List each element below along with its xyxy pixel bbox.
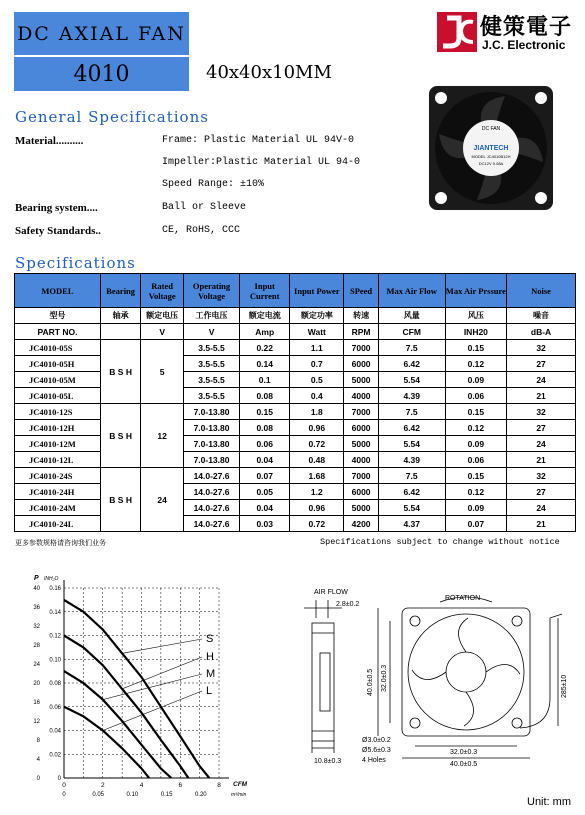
column-header: Noise bbox=[507, 274, 576, 308]
general-spec-value: Ball or Sleeve bbox=[162, 202, 247, 213]
rated-voltage-cell: 24 bbox=[141, 468, 184, 532]
speed-cell: 7000 bbox=[344, 340, 378, 356]
noise-cell: 21 bbox=[507, 452, 576, 468]
jc-logo-icon bbox=[437, 12, 477, 52]
x-tick-cfm: 6 bbox=[178, 782, 183, 789]
input-power-cell: 0.5 bbox=[290, 372, 344, 388]
product-type-title: DC AXIAL FAN bbox=[14, 12, 189, 57]
model-cell: JC4010-05L bbox=[15, 388, 101, 404]
air-flow-cell: 4.39 bbox=[378, 388, 445, 404]
x-axis-label: CFM bbox=[233, 781, 248, 788]
x-tick-m3: 0.10 bbox=[126, 792, 139, 798]
input-current-cell: 0.08 bbox=[240, 420, 290, 436]
operating-voltage-cell: 14.0-27.6 bbox=[183, 484, 239, 500]
series-label-S: S bbox=[206, 633, 214, 645]
input-power-cell: 0.48 bbox=[290, 452, 344, 468]
dim-40-v: 40.0±0.5 bbox=[367, 668, 374, 696]
model-cell: JC4010-12S bbox=[15, 404, 101, 420]
table-row bbox=[15, 388, 576, 404]
fan-label-brand: JIANTECH bbox=[473, 145, 509, 152]
brand-chinese: 健策電子 bbox=[480, 15, 573, 40]
air-pressure-cell: 0.12 bbox=[445, 420, 506, 436]
model-cell: JC4010-24H bbox=[15, 484, 101, 500]
unit-cell: V bbox=[141, 324, 184, 340]
table-row bbox=[15, 484, 576, 500]
input-current-cell: 0.04 bbox=[240, 452, 290, 468]
air-pressure-cell: 0.09 bbox=[445, 436, 506, 452]
air-pressure-cell: 0.09 bbox=[445, 372, 506, 388]
general-spec-value: Impeller:Plastic Material UL 94-0 bbox=[162, 157, 361, 168]
column-header: Max Air Flow bbox=[378, 274, 445, 308]
column-header: Operating Voltage bbox=[183, 274, 239, 308]
noise-cell: 32 bbox=[507, 468, 576, 484]
speed-cell: 4000 bbox=[344, 388, 378, 404]
y-tick-inh2o: 0 bbox=[57, 776, 61, 782]
general-spec-label: Bearing system.... bbox=[15, 202, 98, 214]
air-pressure-cell: 0.06 bbox=[445, 388, 506, 404]
input-current-cell: 0.22 bbox=[240, 340, 290, 356]
air-flow-cell: 6.42 bbox=[378, 356, 445, 372]
input-current-cell: 0.15 bbox=[240, 404, 290, 420]
noise-cell: 27 bbox=[507, 484, 576, 500]
input-power-cell: 0.7 bbox=[290, 356, 344, 372]
air-pressure-cell: 0.12 bbox=[445, 356, 506, 372]
input-current-cell: 0.08 bbox=[240, 388, 290, 404]
air-flow-cell: 5.54 bbox=[378, 372, 445, 388]
unit-cell: INH20 bbox=[445, 324, 506, 340]
operating-voltage-cell: 7.0-13.80 bbox=[183, 436, 239, 452]
air-pressure-cell: 0.09 bbox=[445, 500, 506, 516]
bearing-cell: B S H bbox=[100, 468, 141, 532]
table-row bbox=[15, 356, 576, 372]
operating-voltage-cell: 7.0-13.80 bbox=[183, 420, 239, 436]
column-header-cn: 转速 bbox=[344, 308, 378, 324]
speed-cell: 6000 bbox=[344, 356, 378, 372]
column-header-cn: 风压 bbox=[445, 308, 506, 324]
dim-40-h: 40.0±0.5 bbox=[450, 761, 478, 768]
y-tick-pa: 20 bbox=[33, 681, 40, 687]
table-row bbox=[15, 340, 576, 356]
x-tick-cfm: 2 bbox=[100, 782, 105, 789]
air-flow-cell: 7.5 bbox=[378, 468, 445, 484]
operating-voltage-cell: 14.0-27.6 bbox=[183, 500, 239, 516]
y-tick-pa: 8 bbox=[36, 738, 40, 744]
model-cell: JC4010-12H bbox=[15, 420, 101, 436]
dim-32-h: 32.0±0.3 bbox=[450, 749, 478, 756]
air-pressure-cell: 0.06 bbox=[445, 452, 506, 468]
noise-cell: 21 bbox=[507, 516, 576, 532]
air-flow-cell: 7.5 bbox=[378, 340, 445, 356]
column-header-cn: 工作电压 bbox=[183, 308, 239, 324]
air-pressure-cell: 0.15 bbox=[445, 404, 506, 420]
operating-voltage-cell: 7.0-13.80 bbox=[183, 452, 239, 468]
table-row bbox=[15, 516, 576, 532]
table-row bbox=[15, 500, 576, 516]
operating-voltage-cell: 14.0-27.6 bbox=[183, 516, 239, 532]
unit-label: Unit: mm bbox=[527, 796, 571, 808]
series-label-L: L bbox=[206, 685, 213, 697]
model-cell: JC4010-24S bbox=[15, 468, 101, 484]
column-header: MODEL bbox=[15, 274, 101, 308]
input-power-cell: 0.4 bbox=[290, 388, 344, 404]
fan-label-rating: DC12V 0.08A bbox=[478, 161, 504, 166]
input-current-cell: 0.07 bbox=[240, 468, 290, 484]
model-cell: JC4010-12M bbox=[15, 436, 101, 452]
noise-cell: 32 bbox=[507, 340, 576, 356]
column-header-cn: 额定电流 bbox=[240, 308, 290, 324]
table-row bbox=[15, 436, 576, 452]
noise-cell: 27 bbox=[507, 420, 576, 436]
unit-cell: Watt bbox=[290, 324, 344, 340]
bearing-cell: B S H bbox=[100, 340, 141, 404]
general-spec-label: Safety Standards.. bbox=[15, 225, 101, 237]
air-pressure-cell: 0.15 bbox=[445, 468, 506, 484]
noise-cell: 32 bbox=[507, 404, 576, 420]
table-row bbox=[15, 452, 576, 468]
input-power-cell: 0.96 bbox=[290, 420, 344, 436]
model-cell: JC4010-05M bbox=[15, 372, 101, 388]
unit-cell: V bbox=[183, 324, 239, 340]
y-tick-inh2o: 0.04 bbox=[49, 728, 61, 735]
air-flow-cell: 4.39 bbox=[378, 452, 445, 468]
speed-cell: 6000 bbox=[344, 484, 378, 500]
y-tick-pa: 16 bbox=[33, 700, 40, 706]
input-current-cell: 0.03 bbox=[240, 516, 290, 532]
series-leader-S bbox=[122, 639, 202, 653]
model-cell: JC4010-12L bbox=[15, 452, 101, 468]
column-header: Input Power bbox=[290, 274, 344, 308]
operating-voltage-cell: 3.5-5.5 bbox=[183, 340, 239, 356]
dim-2-8: 2.8±0.2 bbox=[336, 601, 360, 608]
column-header: Max Air Prssure bbox=[445, 274, 506, 308]
column-header: Bearing bbox=[100, 274, 141, 308]
mechanical-drawing bbox=[300, 578, 580, 793]
series-leader-M bbox=[103, 674, 202, 700]
air-flow-cell: 6.42 bbox=[378, 484, 445, 500]
column-header-cn: 噪音 bbox=[507, 308, 576, 324]
model-cell: JC4010-05S bbox=[15, 340, 101, 356]
air-flow-cell: 5.54 bbox=[378, 500, 445, 516]
y-tick-inh2o: 0.06 bbox=[49, 704, 61, 711]
column-header-cn: 额定功率 bbox=[290, 308, 344, 324]
input-power-cell: 0.72 bbox=[290, 516, 344, 532]
y-tick-inh2o: 0.08 bbox=[49, 681, 61, 687]
y-tick-inh2o: 0.14 bbox=[49, 609, 61, 616]
general-spec-value: CE, RoHS, CCC bbox=[162, 225, 241, 236]
noise-cell: 27 bbox=[507, 356, 576, 372]
noise-cell: 24 bbox=[507, 500, 576, 516]
holes-label: 4 Holes bbox=[362, 757, 386, 764]
x-tick-m3: 0.15 bbox=[160, 792, 173, 798]
dim-32-v: 32.0±0.3 bbox=[381, 664, 388, 692]
model-size-title: 4010 bbox=[73, 61, 130, 87]
unit-cell: CFM bbox=[378, 324, 445, 340]
unit-cell: PART NO. bbox=[15, 324, 101, 340]
x-tick-m3: 0.05 bbox=[92, 792, 105, 798]
input-power-cell: 1.8 bbox=[290, 404, 344, 420]
air-flow-cell: 6.42 bbox=[378, 420, 445, 436]
x-tick-m3: 0 bbox=[62, 792, 66, 798]
dim-hole-5-6: Ø5.6±0.3 bbox=[362, 747, 391, 754]
column-header: Input Current bbox=[240, 274, 290, 308]
y-tick-inh2o: 0.12 bbox=[49, 633, 61, 640]
y-tick-pa: 32 bbox=[33, 624, 40, 630]
series-label-M: M bbox=[206, 668, 216, 680]
y-tick-pa: 36 bbox=[33, 605, 40, 611]
input-power-cell: 1.1 bbox=[290, 340, 344, 356]
y-tick-pa: 0 bbox=[36, 776, 40, 782]
series-line-S bbox=[64, 600, 209, 778]
table-row bbox=[15, 420, 576, 436]
speed-cell: 5000 bbox=[344, 500, 378, 516]
column-header: SPeed bbox=[344, 274, 378, 308]
table-row bbox=[15, 372, 576, 388]
dimensions-text: 40x40x10MM bbox=[206, 62, 332, 83]
brand-english: J.C. Electronic bbox=[482, 38, 566, 52]
noise-cell: 21 bbox=[507, 388, 576, 404]
y-tick-pa: 24 bbox=[33, 662, 40, 668]
general-spec-value: Speed Range: ±10% bbox=[162, 179, 265, 190]
operating-voltage-cell: 14.0-27.6 bbox=[183, 468, 239, 484]
operating-voltage-cell: 3.5-5.5 bbox=[183, 372, 239, 388]
input-current-cell: 0.04 bbox=[240, 500, 290, 516]
y-tick-pa: 12 bbox=[33, 719, 40, 725]
x-tick-cfm: 4 bbox=[139, 782, 144, 789]
unit-cell: Amp bbox=[240, 324, 290, 340]
general-spec-label: Material.......... bbox=[15, 135, 84, 147]
speed-cell: 4000 bbox=[344, 452, 378, 468]
spec-heading: Specifications bbox=[15, 254, 136, 272]
rotation-label: ROTATION bbox=[445, 595, 481, 602]
unit-cell: dB-A bbox=[507, 324, 576, 340]
x-tick-m3: 0.20 bbox=[194, 792, 207, 798]
rated-voltage-cell: 5 bbox=[141, 340, 184, 404]
series-leader-L bbox=[103, 691, 202, 731]
operating-voltage-cell: 3.5-5.5 bbox=[183, 388, 239, 404]
rated-voltage-cell: 12 bbox=[141, 404, 184, 468]
input-current-cell: 0.14 bbox=[240, 356, 290, 372]
input-power-cell: 1.2 bbox=[290, 484, 344, 500]
fan-label-model: MODEL JC4010B12H bbox=[471, 154, 511, 159]
fan-label-top: DC FAN bbox=[481, 126, 501, 132]
x-tick-cfm: 8 bbox=[217, 782, 221, 789]
air-pressure-cell: 0.12 bbox=[445, 484, 506, 500]
noise-cell: 24 bbox=[507, 372, 576, 388]
table-row bbox=[15, 468, 576, 484]
general-spec-row bbox=[15, 135, 435, 148]
speed-cell: 6000 bbox=[344, 420, 378, 436]
y-tick-inh2o: 0.02 bbox=[49, 752, 61, 759]
table-row bbox=[15, 404, 576, 420]
spec-table bbox=[14, 273, 576, 532]
y-tick-pa: 40 bbox=[33, 586, 40, 592]
y-axis-label: P bbox=[34, 575, 39, 582]
y-tick-pa: 28 bbox=[33, 643, 40, 649]
air-flow-cell: 5.54 bbox=[378, 436, 445, 452]
column-header-cn: 轴承 bbox=[100, 308, 141, 324]
bearing-cell: B S H bbox=[100, 404, 141, 468]
dim-hole-3: Ø3.0±0.2 bbox=[362, 737, 391, 744]
series-line-L bbox=[64, 707, 149, 778]
speed-cell: 7000 bbox=[344, 468, 378, 484]
y-tick-inh2o: 0.10 bbox=[49, 657, 61, 664]
fan-photo bbox=[425, 82, 557, 214]
speed-cell: 7000 bbox=[344, 404, 378, 420]
dim-285: 285±10 bbox=[561, 674, 568, 698]
model-cell: JC4010-24M bbox=[15, 500, 101, 516]
speed-cell: 4200 bbox=[344, 516, 378, 532]
unit-cell bbox=[100, 324, 141, 340]
column-header-cn: 型号 bbox=[15, 308, 101, 324]
input-power-cell: 0.72 bbox=[290, 436, 344, 452]
unit-cell: RPM bbox=[344, 324, 378, 340]
y-tick-pa: 4 bbox=[36, 757, 40, 763]
x-axis-sublabel: m³/min bbox=[231, 792, 247, 798]
note-chinese: 更多参数规格请咨询我们业务 bbox=[15, 539, 106, 547]
column-header-cn: 额定电压 bbox=[141, 308, 184, 324]
column-header-cn: 风量 bbox=[378, 308, 445, 324]
air-flow-label: AIR FLOW bbox=[314, 589, 348, 596]
air-pressure-cell: 0.15 bbox=[445, 340, 506, 356]
general-spec-row bbox=[15, 202, 435, 215]
air-flow-cell: 4.37 bbox=[378, 516, 445, 532]
input-current-cell: 0.05 bbox=[240, 484, 290, 500]
dim-10-8: 10.8±0.3 bbox=[314, 758, 342, 765]
speed-cell: 5000 bbox=[344, 436, 378, 452]
model-cell: JC4010-24L bbox=[15, 516, 101, 532]
y-axis-sublabel: INH₂O bbox=[44, 576, 59, 582]
pq-chart bbox=[14, 566, 254, 812]
air-flow-cell: 7.5 bbox=[378, 404, 445, 420]
input-current-cell: 0.1 bbox=[240, 372, 290, 388]
general-spec-row bbox=[15, 225, 435, 238]
x-tick-cfm: 0 bbox=[62, 782, 66, 789]
air-pressure-cell: 0.07 bbox=[445, 516, 506, 532]
input-power-cell: 0.96 bbox=[290, 500, 344, 516]
speed-cell: 5000 bbox=[344, 372, 378, 388]
y-tick-inh2o: 0.16 bbox=[49, 586, 61, 592]
note-english: Specifications subject to change without notice bbox=[320, 537, 560, 547]
operating-voltage-cell: 3.5-5.5 bbox=[183, 356, 239, 372]
general-spec-heading: General Specifications bbox=[15, 108, 209, 126]
model-cell: JC4010-05H bbox=[15, 356, 101, 372]
series-label-H: H bbox=[206, 651, 214, 663]
noise-cell: 24 bbox=[507, 436, 576, 452]
column-header: Rated Voltage bbox=[141, 274, 184, 308]
general-spec-value: Frame: Plastic Material UL 94V-0 bbox=[162, 135, 355, 146]
input-power-cell: 1.68 bbox=[290, 468, 344, 484]
input-current-cell: 0.06 bbox=[240, 436, 290, 452]
operating-voltage-cell: 7.0-13.80 bbox=[183, 404, 239, 420]
